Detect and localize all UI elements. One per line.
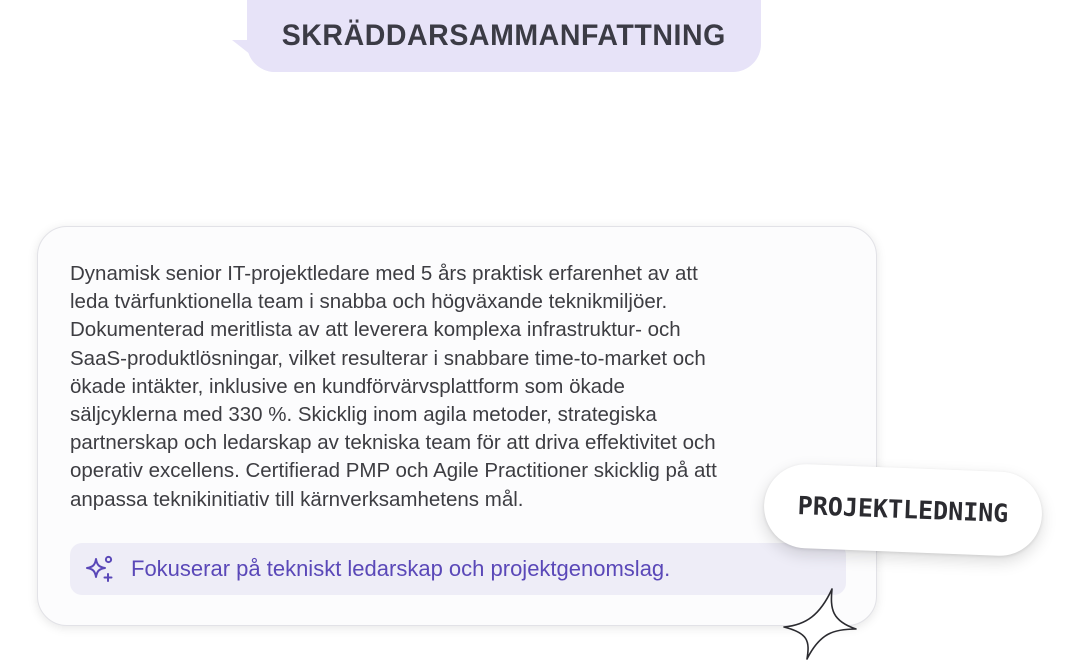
title-bubble <box>247 0 761 72</box>
section-title: SKRÄDDARSAMMANFATTNING <box>281 19 727 52</box>
sparkle-icon <box>84 553 116 585</box>
focus-text: Fokuserar på tekniskt ledarskap och projektgenomslag. <box>131 556 671 581</box>
focus-note <box>70 543 846 595</box>
summary-text: Dynamisk senior IT-projektledare med 5 års praktisk erfarenhet av att leda tvärfunktionella team i snabba och högväxande teknikmiljöer. Dokumenterad meritlista av att leverera komplexa infrastruktur- och SaaS-produktlösningar, vilket resulterar i snabbare time-to-market och ökade intäkter, inklusive en kundförvärvsplattform som ökade säljcyklerna med 330 %. Skicklig inom agila metoder, strategiska partnerskap och ledarskap av tekniska team för att driva effektivitet och operativ excellens. Certifierad PMP och Agile Practitioner skicklig på att anpassa teknikinitiativ till kärnverksamhetens mål. <box>70 262 717 511</box>
tag-sticker <box>762 463 1043 558</box>
four-point-star-icon <box>780 587 858 661</box>
tag-label: PROJEKTLEDNING <box>797 490 1009 529</box>
summary-card <box>37 226 877 626</box>
